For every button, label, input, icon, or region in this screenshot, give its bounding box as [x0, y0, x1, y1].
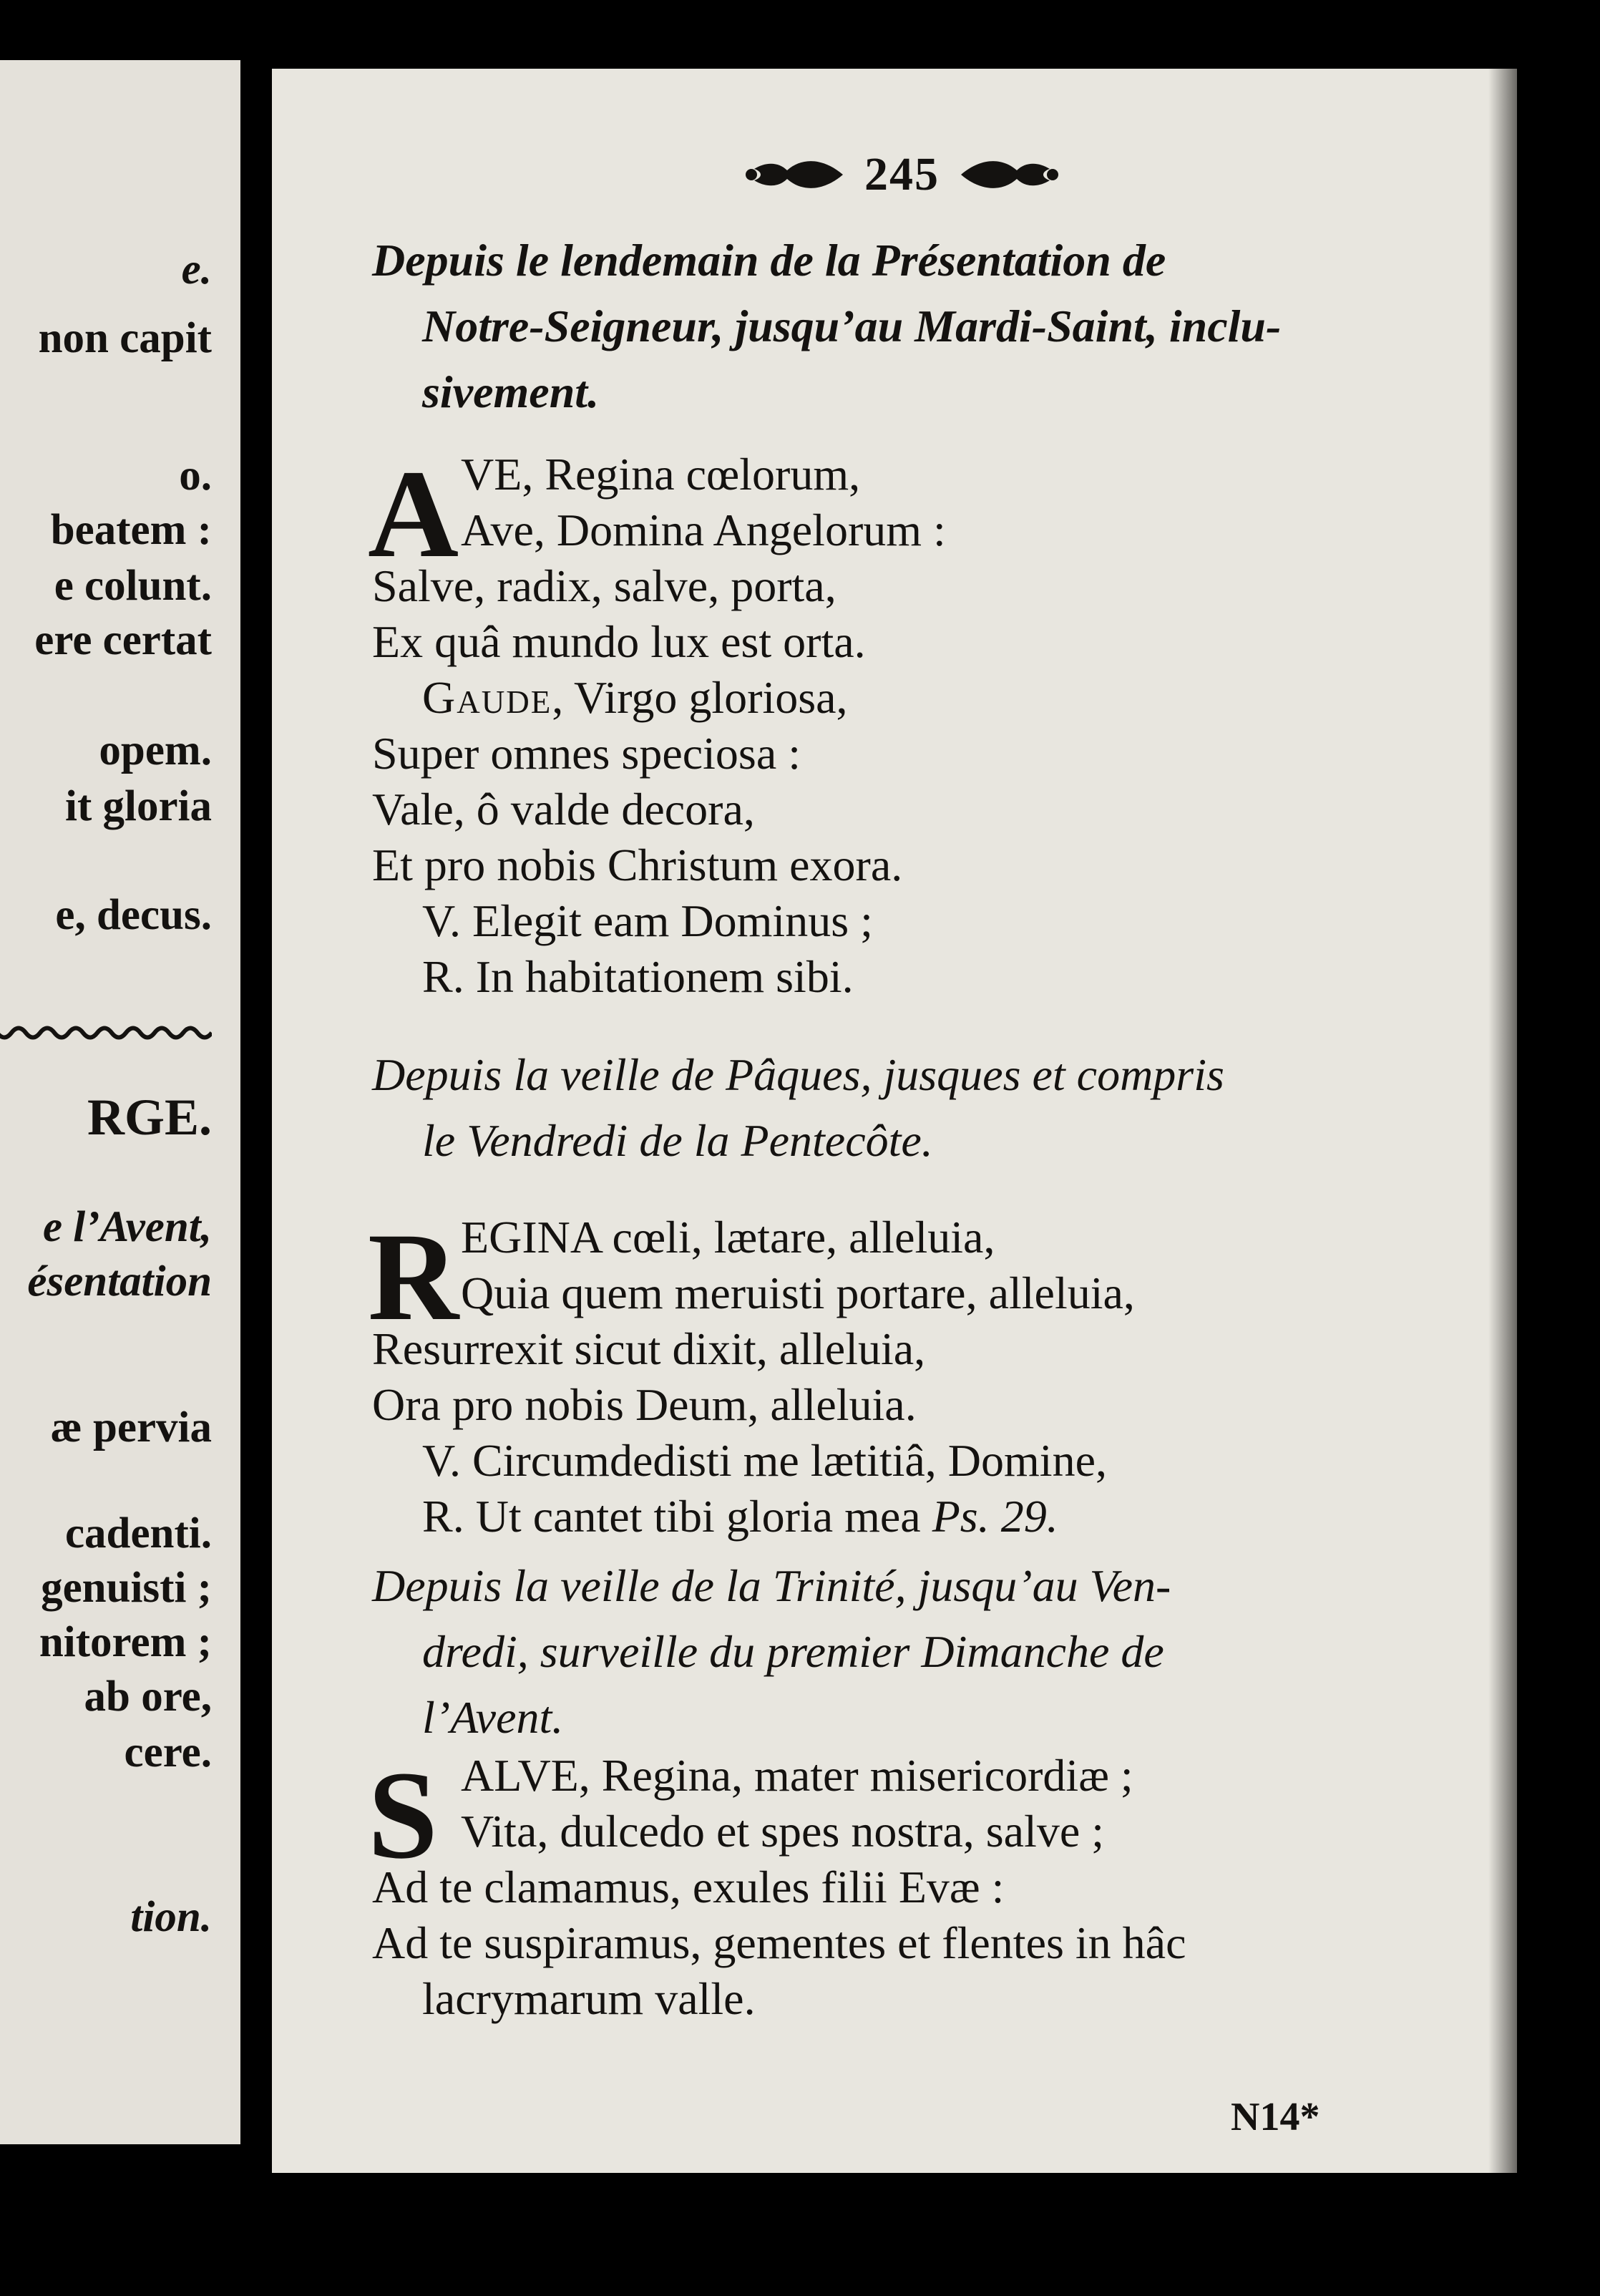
rubric-line: Depuis la veille de la Trinité, jusqu’au Ven-: [372, 1560, 1171, 1611]
verse-line: Salve, radix, salve, porta,: [372, 560, 836, 611]
gaude-small-caps: Gaude: [422, 672, 552, 723]
left-fragment: ere certat: [34, 616, 212, 664]
verse-line: Vale, ô valde decora,: [372, 784, 755, 835]
left-fragment: ab ore,: [84, 1673, 212, 1721]
left-ornament-icon: [744, 153, 844, 196]
response: [372, 1489, 1460, 1545]
left-fragment: o.: [179, 452, 212, 500]
psalm-reference: Ps. 29.: [932, 1491, 1058, 1542]
rubric-line: le Vendredi de la Pentecôte.: [422, 1115, 933, 1166]
left-fragment: e colunt.: [54, 562, 212, 610]
left-fragment: RGE.: [87, 1089, 212, 1146]
left-fragment: nitorem ;: [39, 1618, 212, 1666]
left-fragment: cadenti.: [64, 1509, 212, 1557]
signature-mark: N14*: [1231, 2095, 1320, 2139]
left-fragment: beatem :: [50, 506, 212, 554]
verse-line: VE, Regina cœlorum,: [461, 449, 861, 500]
left-facing-page: [0, 60, 240, 2144]
left-fragment: tion.: [130, 1893, 212, 1941]
left-fragment: non capit: [38, 314, 212, 362]
rubric-line: dredi, surveille du premier Dimanche de: [422, 1626, 1164, 1677]
page-number: 245: [864, 148, 940, 200]
rubric-veille-trinite: [372, 1553, 1431, 1751]
verse-line: Super omnes speciosa :: [372, 728, 801, 779]
verse-line: Et pro nobis Christum exora.: [372, 840, 903, 890]
verse-line: [372, 670, 1460, 726]
rubric-line: Notre-Seigneur, jusqu’au Mardi-Saint, inclu-: [422, 301, 1282, 351]
verse-line: lacrymarum valle.: [422, 1973, 756, 2024]
verse-line: Ave, Domina Angelorum :: [461, 505, 946, 555]
rubric-line: l’Avent.: [422, 1692, 564, 1743]
verse-line: Resurrexit sicut dixit, alleluia,: [372, 1323, 926, 1374]
gaude-rest: , Virgo gloriosa,: [552, 672, 848, 723]
drop-cap-s: S: [368, 1746, 438, 1885]
left-fragment: e.: [181, 245, 212, 293]
response: R. In habitationem sibi.: [422, 951, 854, 1002]
versicle: V. Circumdedisti me lætitiâ, Domine,: [422, 1435, 1107, 1486]
verse-line: Ex quâ mundo lux est orta.: [372, 616, 866, 667]
drop-cap-r: R: [368, 1207, 459, 1347]
rubric-line: Depuis la veille de Pâques, jusques et compris: [372, 1049, 1224, 1100]
hymn-salve-regina: [372, 1748, 1460, 2027]
verse-line: ALVE, Regina, mater misericordiæ ;: [461, 1750, 1133, 1801]
hymn-regina-caeli: [372, 1210, 1460, 1545]
book-page: [272, 69, 1517, 2173]
versicle: V. Elegit eam Dominus ;: [422, 895, 873, 946]
left-fragment: it gloria: [65, 782, 212, 830]
verse-line: Ad te clamamus, exules filii Evæ :: [372, 1862, 1005, 1912]
page-header: [744, 146, 1060, 203]
right-ornament-icon: [960, 153, 1060, 196]
rubric-lendemain-presentation: [372, 228, 1431, 425]
left-fragment: e l’Avent,: [42, 1203, 212, 1251]
verse-line: Vita, dulcedo et spes nostra, salve ;: [461, 1806, 1105, 1857]
hymn-ave-regina: [372, 447, 1460, 1005]
verse-line: EGINA cœli, lætare, alleluia,: [461, 1212, 995, 1263]
left-fragment: cere.: [124, 1728, 212, 1776]
verse-line: Quia quem meruisti portare, alleluia,: [461, 1268, 1135, 1318]
left-fragment: opem.: [99, 726, 212, 774]
left-fragment: ésentation: [27, 1258, 212, 1305]
left-fragment: e, decus.: [55, 891, 212, 939]
response-text: R. Ut cantet tibi gloria mea: [422, 1491, 921, 1542]
rubric-line: sivement.: [422, 366, 600, 417]
rubric-veille-paques: [372, 1042, 1431, 1174]
verse-line: Ora pro nobis Deum, alleluia.: [372, 1379, 917, 1430]
drop-cap-a: A: [368, 444, 459, 584]
left-fragment: genuisti ;: [41, 1564, 212, 1612]
verse-line: Ad te suspiramus, gementes et flentes in hâc: [372, 1917, 1186, 1968]
rubric-line: Depuis le lendemain de la Présentation de: [372, 235, 1166, 286]
left-fragment: æ pervia: [50, 1404, 212, 1451]
wave-rule: [0, 1023, 212, 1042]
